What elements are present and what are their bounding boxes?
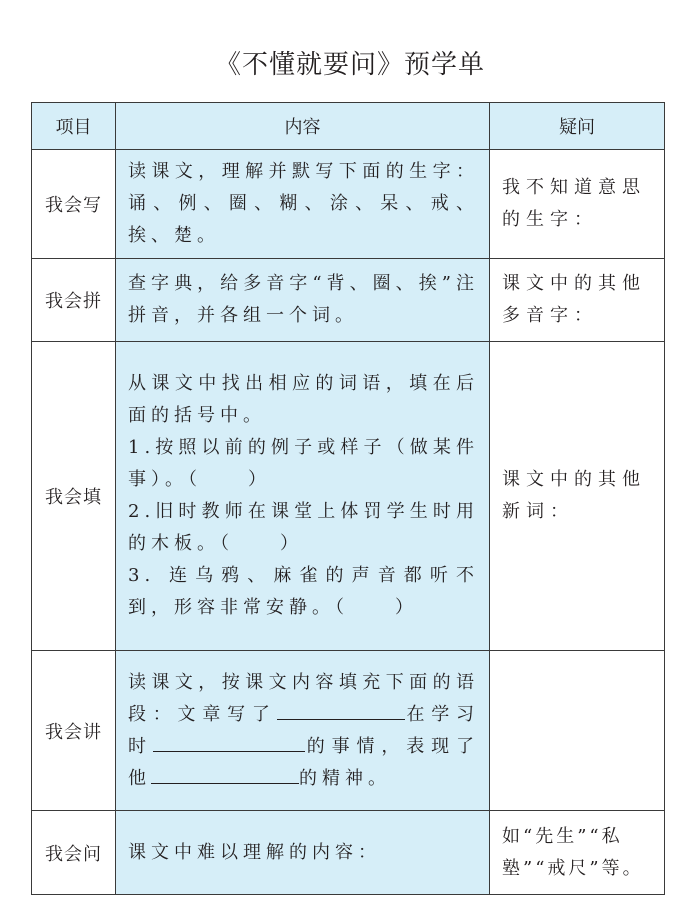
row-label: 我会问 (32, 811, 116, 895)
header-item: 项目 (32, 103, 116, 150)
row-label: 我会拼 (32, 259, 116, 342)
row-label: 我会讲 (32, 651, 116, 811)
fill-item-3: 3. 连乌鸦、麻雀的声音都听不到，形容非常安静。（ ） (128, 565, 479, 618)
blank-line[interactable] (153, 731, 305, 752)
table-row (32, 651, 665, 811)
fill-item-1: 1.按照以前的例子或样子（做某件事）。（ ） (128, 437, 479, 490)
row-content: 课文中难以理解的内容： (116, 811, 490, 895)
row-content: 读课文，理解并默写下面的生字：诵、例、圈、糊、涂、呆、戒、挨、楚。 (116, 150, 490, 259)
blank-line[interactable] (151, 763, 299, 784)
row-question: 如“先生”“私塾”“戒尺”等。 (490, 811, 665, 895)
table-row (32, 259, 665, 342)
row-question: 课文中的其他新词： (490, 342, 665, 651)
header-content: 内容 (116, 103, 490, 150)
row-content: 查字典，给多音字“背、圈、挨”注拼音，并各组一个词。 (116, 259, 490, 342)
row-question (490, 651, 665, 811)
fill-instruction: 从课文中找出相应的词语，填在后面的括号中。 (128, 373, 479, 426)
row-question: 我不知道意思的生字： (490, 150, 665, 259)
row-label: 我会写 (32, 150, 116, 259)
header-row (32, 103, 665, 150)
page-title: 《不懂就要问》预学单 (214, 50, 485, 80)
table-row (32, 342, 665, 651)
blank-line[interactable] (277, 699, 405, 720)
header-question: 疑问 (490, 103, 665, 150)
row-content (116, 342, 490, 651)
row-content: 读课文，按课文内容填充下面的语段：文章写了 在学习时 的事情，表现了他 的精神。 (116, 651, 490, 811)
table-row (32, 150, 665, 259)
pre-study-table (31, 102, 665, 895)
table-row (32, 811, 665, 895)
fill-item-2: 2.旧时教师在课堂上体罚学生时用的木板。（ ） (128, 501, 479, 554)
row-label: 我会填 (32, 342, 116, 651)
row-question: 课文中的其他多音字： (490, 259, 665, 342)
